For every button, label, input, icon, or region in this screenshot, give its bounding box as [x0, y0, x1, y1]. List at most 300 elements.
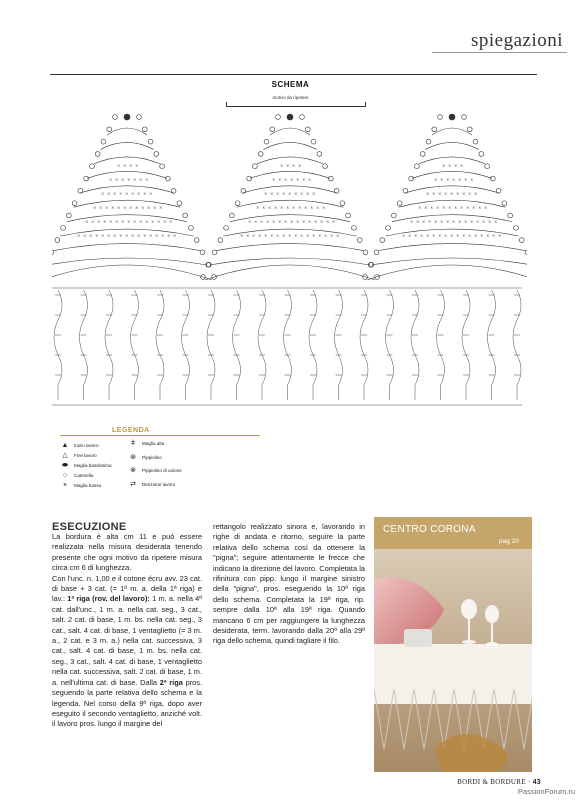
stitch-mark: × — [147, 205, 151, 210]
stitch-mark: × — [464, 177, 468, 182]
picot-mark — [508, 213, 513, 218]
pineapple-row — [263, 142, 316, 149]
stitch-mark: × — [129, 205, 133, 210]
fan-column — [80, 290, 88, 400]
stitch-mark: × — [111, 205, 115, 210]
stitch-mark: × — [336, 233, 340, 238]
slip-stitch-icon: ⬬ — [62, 462, 68, 469]
picot-mark — [107, 127, 112, 132]
picot-mark — [235, 201, 240, 206]
stitch-mark: × — [458, 177, 462, 182]
stitch-mark: × — [456, 191, 460, 196]
legend-item-picot: ⊛ Pippiolino — [128, 454, 162, 461]
stitch-mark: × — [248, 219, 252, 224]
legend-item-joining-picot: ⊗ Pippiolino di unione — [128, 467, 182, 474]
fan-column — [462, 290, 470, 400]
stitch-mark: × — [117, 163, 121, 168]
stitch-mark: × — [498, 233, 502, 238]
stitch-mark: × — [139, 177, 143, 182]
stitch-mark: × — [262, 205, 266, 210]
stitch-mark: × — [454, 163, 458, 168]
stitch-mark: × — [442, 163, 446, 168]
stitch-mark: × — [270, 191, 274, 196]
pineapple-row — [74, 200, 181, 207]
stitch-mark: × — [452, 219, 456, 224]
paragraph-intro: La bordura è alta cm 11 e può essere realizzata nella misura desiderata tenendo presente che ogni motivo da ripetere misura circa cm 6 di lunghezza. — [52, 532, 202, 573]
picot-mark — [229, 213, 234, 218]
stitch-mark: × — [420, 233, 424, 238]
stitch-mark: × — [430, 205, 434, 210]
picot-mark — [264, 139, 269, 144]
picot-mark — [311, 139, 316, 144]
chain-icon: ○ — [62, 472, 68, 479]
stitch-mark: × — [480, 233, 484, 238]
legend-item-start: ▲ Inizio lavoro — [61, 442, 99, 449]
stitch-mark: × — [456, 233, 460, 238]
footer-separator: · — [527, 778, 531, 786]
stitch-mark: × — [91, 219, 95, 224]
pineapple-row — [425, 142, 478, 149]
legend-item-end: △ Fine lavoro — [60, 452, 97, 459]
picot-mark — [183, 213, 188, 218]
pineapple-row — [379, 244, 526, 251]
stitch-mark: × — [432, 191, 436, 196]
start-triangle-icon: ▲ — [61, 442, 69, 449]
stitch-mark: × — [440, 177, 444, 182]
stitch-mark: × — [492, 233, 496, 238]
stitch-mark: × — [416, 219, 420, 224]
pineapple-row — [237, 200, 344, 207]
motif-label: motivo da ripetere — [272, 95, 309, 100]
stitch-mark: × — [306, 191, 310, 196]
stitch-mark: × — [470, 219, 474, 224]
stitch-mark: × — [93, 205, 97, 210]
stitch-mark: × — [89, 233, 93, 238]
direction-arrows-icon: ⇄ — [130, 481, 136, 488]
picot-mark — [357, 238, 362, 243]
start-mark — [124, 114, 130, 120]
promo-title: CENTRO CORONA — [383, 524, 476, 535]
picot-mark — [374, 250, 379, 255]
stitch-mark: × — [149, 191, 153, 196]
stitch-mark: × — [131, 233, 135, 238]
picot-mark — [137, 115, 142, 120]
stitch-mark: × — [434, 219, 438, 224]
stitch-mark: × — [432, 233, 436, 238]
fan-column — [54, 290, 62, 400]
stitch-mark: × — [332, 219, 336, 224]
picot-mark — [438, 115, 443, 120]
stitch-mark: × — [440, 219, 444, 224]
stitch-mark: × — [464, 219, 468, 224]
picot-mark — [218, 238, 223, 243]
picot-mark — [420, 152, 425, 157]
stitch-mark: × — [123, 163, 127, 168]
header-rule — [432, 52, 567, 53]
legend-item-chain: ○ Catenella — [60, 472, 93, 479]
promo-photo — [374, 549, 532, 772]
pineapple-row — [100, 142, 153, 149]
pineapple-row — [107, 128, 147, 135]
stitch-mark: × — [117, 205, 121, 210]
picot-mark — [479, 152, 484, 157]
stitch-mark: × — [101, 191, 105, 196]
fan-column — [156, 290, 164, 400]
picot-mark — [52, 250, 54, 255]
start-mark — [449, 114, 455, 120]
stitch-mark: × — [312, 233, 316, 238]
stitch-mark: × — [402, 233, 406, 238]
picot-mark — [154, 152, 159, 157]
stitch-mark: × — [290, 177, 294, 182]
stitch-mark: × — [300, 191, 304, 196]
stitch-mark: × — [290, 219, 294, 224]
stitch-mark: × — [169, 219, 173, 224]
fan-column — [182, 290, 190, 400]
picot-mark — [485, 164, 490, 169]
stitch-mark: × — [470, 177, 474, 182]
picot-mark — [340, 201, 345, 206]
stitch-mark: × — [302, 219, 306, 224]
stitch-mark: × — [426, 191, 430, 196]
watermark: PassionForum.ru — [517, 787, 575, 796]
stitch-mark: × — [318, 233, 322, 238]
picot-mark — [194, 238, 199, 243]
stitch-mark: × — [450, 233, 454, 238]
picot-mark — [247, 176, 252, 181]
picot-mark — [467, 127, 472, 132]
picot-mark — [300, 115, 305, 120]
pineapple-row — [54, 244, 201, 251]
stitch-mark: × — [135, 205, 139, 210]
stitch-mark: × — [296, 177, 300, 182]
stitch-mark: × — [450, 191, 454, 196]
pineapple-row — [217, 244, 364, 251]
stitch-mark: × — [472, 205, 476, 210]
page-number: 43 — [532, 779, 541, 786]
stitch-mark: × — [446, 177, 450, 182]
stitch-mark: × — [454, 205, 458, 210]
stitch-mark: × — [466, 205, 470, 210]
stitch-mark: × — [330, 233, 334, 238]
stitch-mark: × — [288, 233, 292, 238]
stitch-mark: × — [119, 191, 123, 196]
picot-mark — [352, 225, 357, 230]
stitch-mark: × — [478, 205, 482, 210]
stitch-mark: × — [312, 191, 316, 196]
stitch-mark: × — [292, 163, 296, 168]
picot-mark — [391, 213, 396, 218]
picot-mark — [258, 152, 263, 157]
picot-icon: ⊛ — [130, 454, 136, 461]
stitch-mark: × — [141, 205, 145, 210]
stitch-mark: × — [161, 233, 165, 238]
stitch-mark: × — [264, 233, 268, 238]
stitch-mark: × — [113, 191, 117, 196]
legend-rule — [60, 435, 260, 436]
picot-mark — [101, 139, 106, 144]
stitch-mark: × — [324, 233, 328, 238]
stitch-mark: × — [302, 177, 306, 182]
stitch-mark: × — [304, 205, 308, 210]
stitch-mark: × — [298, 163, 302, 168]
stitch-mark: × — [452, 177, 456, 182]
stitch-mark: × — [474, 233, 478, 238]
promo-page-ref: pag 20 — [499, 538, 519, 545]
stitch-mark: × — [127, 177, 131, 182]
stitch-mark: × — [414, 233, 418, 238]
stitch-mark: × — [151, 219, 155, 224]
stitch-mark: × — [272, 177, 276, 182]
stitch-mark: × — [408, 233, 412, 238]
stitch-mark: × — [310, 205, 314, 210]
text-column-1 — [52, 532, 202, 730]
stitch-mark: × — [316, 205, 320, 210]
fan-column — [335, 290, 343, 400]
stitch-mark: × — [101, 233, 105, 238]
stitch-mark: × — [121, 177, 125, 182]
stitch-mark: × — [266, 219, 270, 224]
legend-title: LEGENDA — [112, 427, 150, 434]
fan-column — [131, 290, 139, 400]
stitch-mark: × — [123, 205, 127, 210]
picot-mark — [415, 164, 420, 169]
stitch-mark: × — [308, 177, 312, 182]
stitch-mark: × — [308, 219, 312, 224]
stitch-mark: × — [119, 233, 123, 238]
stitch-mark: × — [468, 233, 472, 238]
stitch-mark: × — [135, 163, 139, 168]
execution-title: ESECUZIONE — [52, 521, 127, 533]
stitch-mark: × — [167, 233, 171, 238]
stitch-mark: × — [428, 219, 432, 224]
picot-mark — [165, 176, 170, 181]
stitch-mark: × — [143, 233, 147, 238]
picot-mark — [317, 152, 322, 157]
pineapple-row — [432, 128, 472, 135]
stitch-mark: × — [145, 219, 149, 224]
stitch-mark: × — [300, 233, 304, 238]
stitch-mark: × — [143, 191, 147, 196]
stitch-mark: × — [173, 233, 177, 238]
stitch-mark: × — [153, 205, 157, 210]
section-header: spiegazioni — [470, 30, 563, 51]
stitch-mark: × — [438, 233, 442, 238]
stitch-mark: × — [306, 233, 310, 238]
stitch-mark: × — [484, 205, 488, 210]
stitch-mark: × — [322, 205, 326, 210]
joining-picot-icon: ⊗ — [130, 467, 136, 474]
stitch-mark: × — [272, 219, 276, 224]
fan-column — [360, 290, 368, 400]
stitch-mark: × — [282, 191, 286, 196]
stitch-mark: × — [125, 191, 129, 196]
start-mark — [287, 114, 293, 120]
picot-mark — [212, 250, 217, 255]
stitch-mark: × — [282, 233, 286, 238]
pineapple-row — [52, 258, 207, 265]
stitch-mark: × — [292, 205, 296, 210]
stitch-mark: × — [105, 205, 109, 210]
stitch-mark: × — [294, 233, 298, 238]
stitch-mark: × — [462, 233, 466, 238]
fan-column — [411, 290, 419, 400]
stitch-mark: × — [109, 177, 113, 182]
stitch-mark: × — [258, 233, 262, 238]
fan-column — [513, 290, 521, 400]
fan-column — [233, 290, 241, 400]
schema-title: SCHEMA — [271, 80, 310, 89]
picot-mark — [276, 115, 281, 120]
picot-mark — [177, 201, 182, 206]
stitch-mark: × — [448, 205, 452, 210]
stitch-mark: × — [296, 219, 300, 224]
end-triangle-icon: △ — [62, 452, 68, 459]
stitch-mark: × — [270, 233, 274, 238]
stitch-mark: × — [494, 219, 498, 224]
fan-column — [488, 290, 496, 400]
picot-mark — [113, 115, 118, 120]
picot-mark — [90, 164, 95, 169]
stitch-mark: × — [139, 219, 143, 224]
stitch-mark: × — [107, 233, 111, 238]
stitch-mark: × — [448, 163, 452, 168]
pineapple-row — [210, 258, 370, 265]
stitch-mark: × — [438, 191, 442, 196]
picot-mark — [514, 225, 519, 230]
stitch-mark: × — [133, 177, 137, 182]
picot-mark — [84, 176, 89, 181]
stitch-mark: × — [280, 163, 284, 168]
stitch-mark: × — [476, 219, 480, 224]
stitch-mark: × — [83, 233, 87, 238]
picot-mark — [432, 127, 437, 132]
stitch-mark: × — [422, 219, 426, 224]
picot-mark — [72, 201, 77, 206]
stitch-mark: × — [159, 205, 163, 210]
stitch-mark: × — [145, 177, 149, 182]
motif-base — [367, 265, 527, 280]
picot-mark — [363, 250, 368, 255]
stitch-mark: × — [157, 219, 161, 224]
stitch-mark: × — [268, 205, 272, 210]
picot-mark — [490, 176, 495, 181]
stitch-mark: × — [468, 191, 472, 196]
stitch-mark: × — [286, 205, 290, 210]
stitch-mark: × — [129, 163, 133, 168]
picot-mark — [66, 213, 71, 218]
fan-column — [309, 290, 317, 400]
picot-mark — [305, 127, 310, 132]
page-footer — [457, 778, 541, 786]
picot-mark — [426, 139, 431, 144]
stitch-mark: × — [446, 219, 450, 224]
picot-mark — [502, 201, 507, 206]
stitch-mark: × — [482, 219, 486, 224]
stitch-mark: × — [434, 177, 438, 182]
crochet-diagram — [52, 105, 527, 415]
stitch-mark: × — [280, 205, 284, 210]
pineapple-row — [94, 157, 161, 164]
stitch-mark: × — [240, 233, 244, 238]
legend-item-single-crochet: × Maglia bassa — [60, 482, 101, 489]
stitch-mark: × — [286, 163, 290, 168]
stitch-mark: × — [155, 233, 159, 238]
picot-mark — [95, 152, 100, 157]
magazine-name: BORDI & BORDURE — [457, 778, 526, 786]
paragraph-continuation: rettangolo realizzato sinora e, lavorando in righe di andata e ritorno, seguire la parte relativa dello schema così da ottenere la "pigna"; seguire attentamente le frecce che indicano la direzione del lavoro. Completata la rifinitura con pipp. lungo il margine sinistro della "pigna", pros. eseguendo la 10ª riga dello schema. Completata la 19ª riga, rip. sempre dalla 10ª alla 19ª riga. Quando mancano 6 cm per raggiungere la lunghezza desiderata, term. lavorando dalla 20ª alla 29ª riga dello schema, quindi tagliare il filo. — [213, 522, 365, 646]
stitch-mark: × — [320, 219, 324, 224]
stitch-mark: × — [426, 233, 430, 238]
stitch-mark: × — [276, 233, 280, 238]
stitch-mark: × — [418, 205, 422, 210]
stitch-mark: × — [474, 191, 478, 196]
legend-item-double-crochet: ǂ Maglia alta — [128, 440, 164, 447]
picot-mark — [61, 225, 66, 230]
stitch-mark: × — [107, 191, 111, 196]
stitch-mark: × — [252, 233, 256, 238]
stitch-mark: × — [133, 219, 137, 224]
stitch-mark: × — [288, 191, 292, 196]
stitch-mark: × — [424, 205, 428, 210]
stitch-mark: × — [436, 205, 440, 210]
pineapple-row — [270, 128, 310, 135]
motif-base — [52, 265, 212, 280]
stitch-mark: × — [278, 177, 282, 182]
picot-mark — [328, 176, 333, 181]
picot-mark — [142, 127, 147, 132]
stitch-mark: × — [276, 191, 280, 196]
fan-column — [105, 290, 113, 400]
stitch-mark: × — [460, 205, 464, 210]
stitch-mark: × — [103, 219, 107, 224]
picot-mark — [323, 164, 328, 169]
picot-mark — [200, 250, 205, 255]
paragraph-instructions: Con l'unc. n. 1,00 e il cotone écru avv. 23 cat. di base + 3 cat. (= 1ª m. a. della 1ª riga) e lav.: 1ª riga (rov. del lavoro): 1 m. a. nella 4ª cat. dall'unc., 1 m. a. nella cat. seg., 3 cat., salt. 2 cat. di base, 1 m. bs. nella cat. seg., 3 cat., salt. 4 cat. di base, 1 ventaglietto (= 3 m. a., 2 cat. e 3 m. a.) nella cat. successiva, 3 cat., salt. 4 cat. di base, 1 m. bs. nella cat. seg., 3 cat., salt. 4 cat. di base, 1 ventaglietto nella cat. successiva, salt. 2 cat. di base, 1 m. a. nell'ultima cat. di base. Dalla 2ª riga pros. seguendo la parte relativa dello schema e la legenda. Nel corso della 9ª riga, dopo aver eseguito il secondo ventaglietto, anziché volt. il lavoro pros. lungo il margine del — [52, 573, 203, 729]
picot-mark — [224, 225, 229, 230]
stitch-mark: × — [444, 191, 448, 196]
stitch-mark: × — [149, 233, 153, 238]
stitch-mark: × — [95, 233, 99, 238]
motif-base — [205, 265, 375, 280]
fan-column — [386, 290, 394, 400]
pineapple-row — [399, 200, 506, 207]
picot-mark — [473, 139, 478, 144]
stitch-mark: × — [442, 205, 446, 210]
stitch-mark: × — [264, 191, 268, 196]
stitch-mark: × — [121, 219, 125, 224]
stitch-mark: × — [137, 191, 141, 196]
stitch-mark: × — [486, 233, 490, 238]
stitch-mark: × — [115, 219, 119, 224]
stitch-mark: × — [131, 191, 135, 196]
pineapple-row — [257, 157, 324, 164]
stitch-mark: × — [256, 205, 260, 210]
stitch-mark: × — [99, 205, 103, 210]
stitch-mark: × — [278, 219, 282, 224]
stitch-mark: × — [163, 219, 167, 224]
stitch-mark: × — [326, 219, 330, 224]
fan-column — [207, 290, 215, 400]
picot-mark — [55, 238, 60, 243]
legend-item-slip-stitch: ⬬ Maglia bassissima — [62, 462, 112, 469]
stitch-mark: × — [314, 219, 318, 224]
stitch-mark: × — [274, 205, 278, 210]
single-crochet-icon: × — [62, 482, 68, 489]
picot-mark — [253, 164, 258, 169]
picot-mark — [160, 164, 165, 169]
stitch-mark: × — [260, 219, 264, 224]
